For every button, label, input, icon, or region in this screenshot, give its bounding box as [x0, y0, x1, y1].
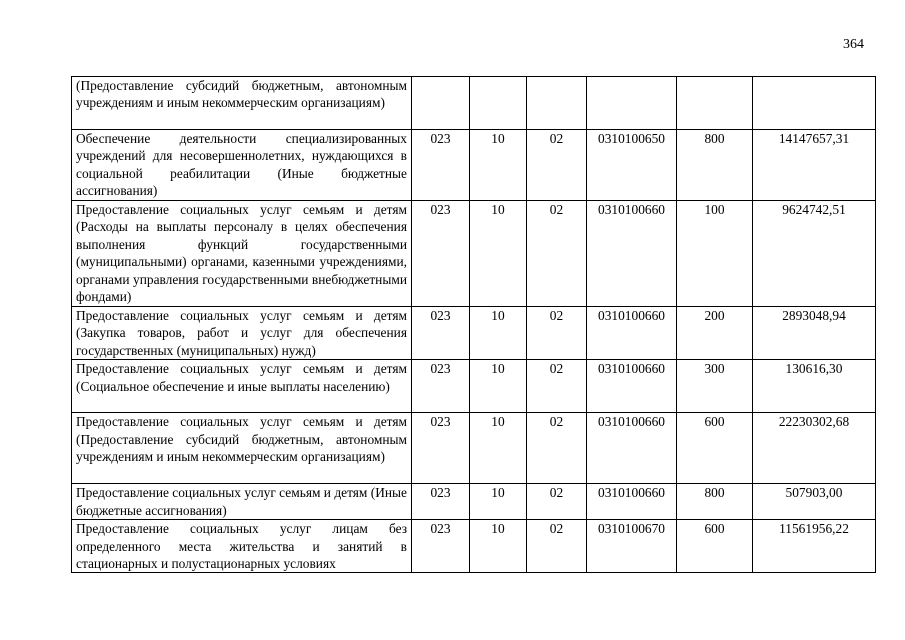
row-description: Обеспечение деятельности специализированных учреждений для несовершеннолетних, нуждающихся в социальной реабилитации (Иные бюджетные ассигнования): [72, 130, 412, 201]
row-description: Предоставление социальных услуг семьям и детям (Расходы на выплаты персоналу в целях обеспечения выполнения функций государственными (муниципальными) органами, казенными учреждениями, органами управления государственными внебюджетными фондами): [72, 201, 412, 307]
target-article-code: 0310100660: [587, 307, 677, 360]
target-article-code: 0310100660: [587, 484, 677, 520]
expense-type-code: 600: [677, 413, 753, 484]
table-row: [72, 360, 876, 413]
section-code: 10: [470, 360, 527, 413]
expense-type-code: 600: [677, 520, 753, 573]
budget-table: [71, 76, 876, 573]
row-description: Предоставление социальных услуг семьям и детям (Социальное обеспечение и иные выплаты населению): [72, 360, 412, 413]
target-article-code: 0310100660: [587, 360, 677, 413]
table-row: [72, 201, 876, 307]
target-article-code: [587, 77, 677, 130]
expense-type-code: 300: [677, 360, 753, 413]
row-description: Предоставление социальных услуг семьям и детям (Предоставление субсидий бюджетным, автономным учреждениям и иным некоммерческим организациям): [72, 413, 412, 484]
table-row: [72, 130, 876, 201]
amount: [753, 77, 876, 130]
ministry-code: 023: [412, 201, 470, 307]
row-description: (Предоставление субсидий бюджетным, автономным учреждениям и иным некоммерческим организациям): [72, 77, 412, 130]
ministry-code: 023: [412, 484, 470, 520]
ministry-code: 023: [412, 360, 470, 413]
expense-type-code: [677, 77, 753, 130]
section-code: 10: [470, 484, 527, 520]
amount: 2893048,94: [753, 307, 876, 360]
target-article-code: 0310100660: [587, 201, 677, 307]
row-description: Предоставление социальных услуг семьям и детям (Закупка товаров, работ и услуг для обеспечения государственных (муниципальных) нужд): [72, 307, 412, 360]
ministry-code: 023: [412, 307, 470, 360]
section-code: 10: [470, 201, 527, 307]
ministry-code: 023: [412, 130, 470, 201]
subsection-code: 02: [527, 520, 587, 573]
amount: 9624742,51: [753, 201, 876, 307]
section-code: 10: [470, 307, 527, 360]
amount: 130616,30: [753, 360, 876, 413]
subsection-code: 02: [527, 413, 587, 484]
table-row: [72, 77, 876, 130]
section-code: 10: [470, 520, 527, 573]
subsection-code: [527, 77, 587, 130]
table-row: [72, 413, 876, 484]
table-row: [72, 484, 876, 520]
page-number: 364: [843, 37, 864, 52]
row-description: Предоставление социальных услуг лицам без определенного места жительства и занятий в стационарных и полустационарных условиях: [72, 520, 412, 573]
expense-type-code: 200: [677, 307, 753, 360]
subsection-code: 02: [527, 360, 587, 413]
row-description: Предоставление социальных услуг семьям и детям (Иные бюджетные ассигнования): [72, 484, 412, 520]
table-row: [72, 520, 876, 573]
expense-type-code: 800: [677, 130, 753, 201]
expense-type-code: 800: [677, 484, 753, 520]
amount: 22230302,68: [753, 413, 876, 484]
subsection-code: 02: [527, 130, 587, 201]
section-code: [470, 77, 527, 130]
ministry-code: 023: [412, 520, 470, 573]
section-code: 10: [470, 130, 527, 201]
target-article-code: 0310100660: [587, 413, 677, 484]
target-article-code: 0310100670: [587, 520, 677, 573]
ministry-code: [412, 77, 470, 130]
amount: 507903,00: [753, 484, 876, 520]
subsection-code: 02: [527, 201, 587, 307]
amount: 11561956,22: [753, 520, 876, 573]
expense-type-code: 100: [677, 201, 753, 307]
table-row: [72, 307, 876, 360]
target-article-code: 0310100650: [587, 130, 677, 201]
subsection-code: 02: [527, 484, 587, 520]
subsection-code: 02: [527, 307, 587, 360]
ministry-code: 023: [412, 413, 470, 484]
amount: 14147657,31: [753, 130, 876, 201]
section-code: 10: [470, 413, 527, 484]
